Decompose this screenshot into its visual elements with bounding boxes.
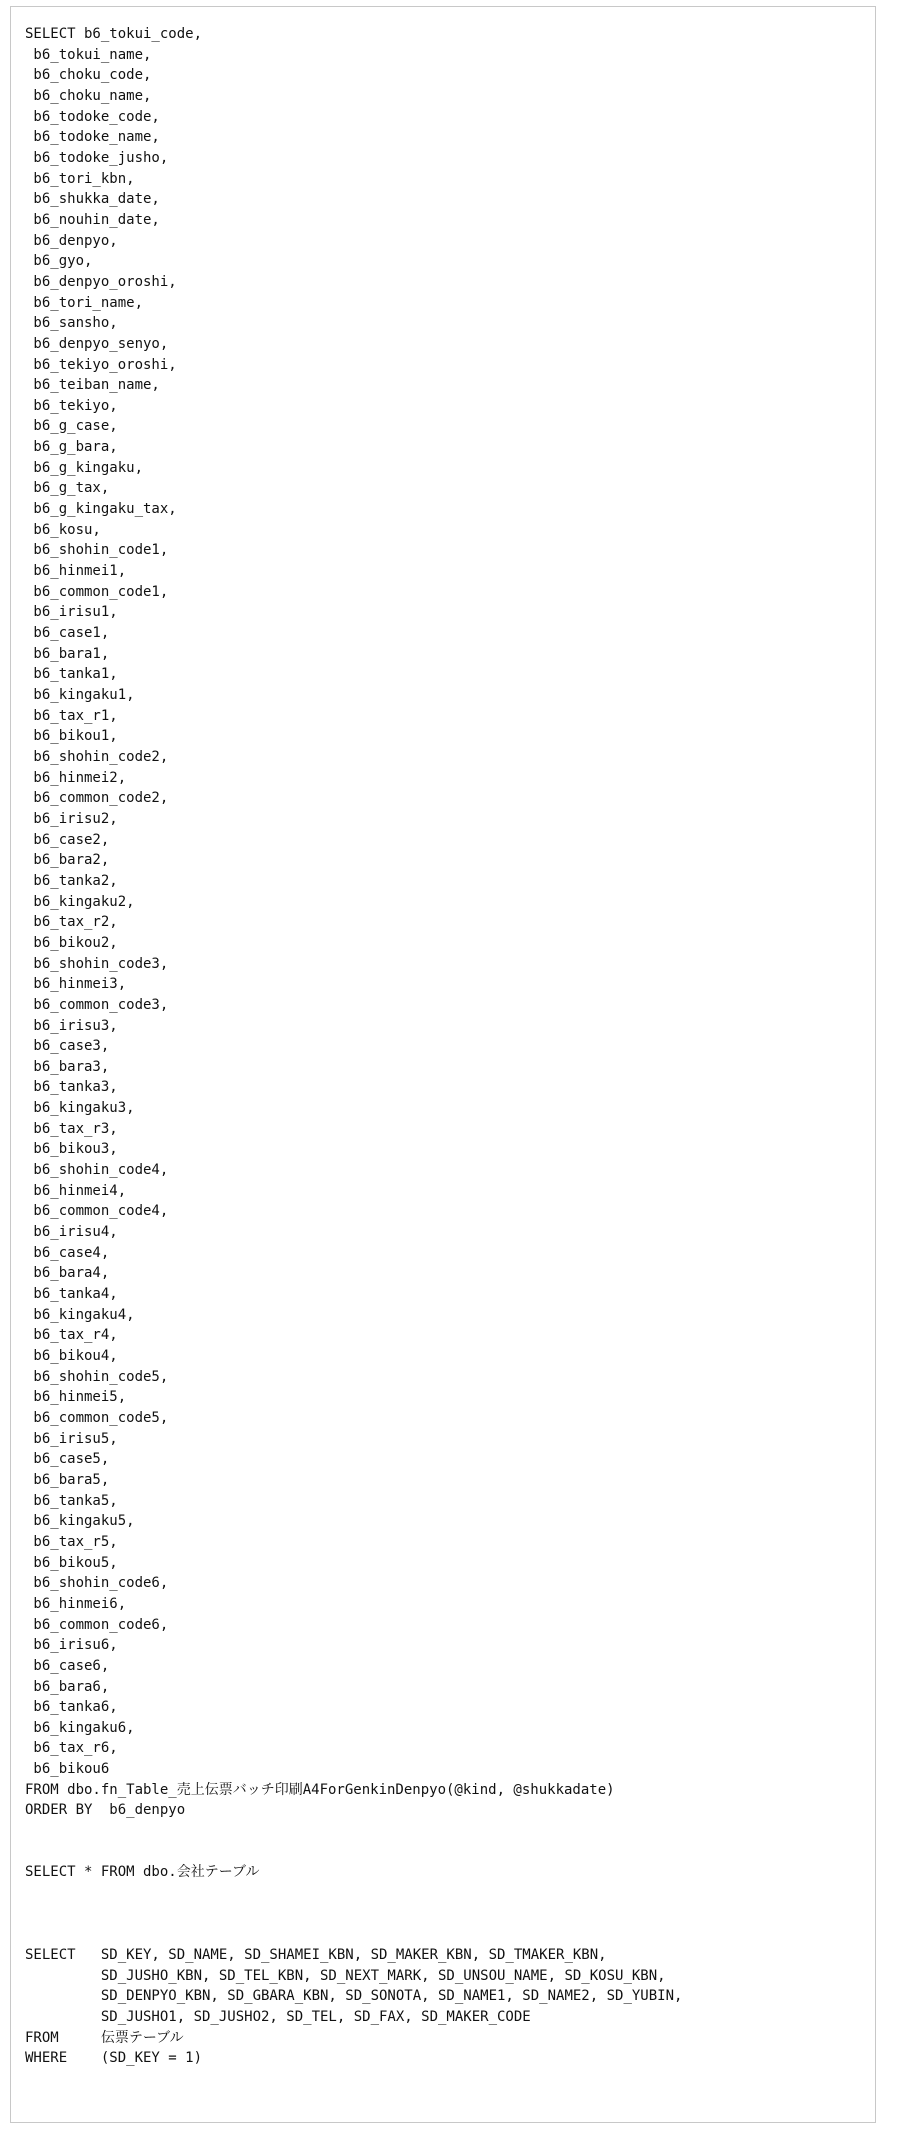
code-line: b6_tax_r4,	[25, 1327, 118, 1344]
code-line: b6_sansho,	[25, 315, 118, 332]
code-line: b6_bara3,	[25, 1058, 110, 1075]
code-line: b6_denpyo_oroshi,	[25, 273, 177, 290]
code-line: b6_choku_code,	[25, 67, 152, 84]
code-line: b6_hinmei2,	[25, 769, 127, 786]
code-line: b6_shohin_code4,	[25, 1162, 169, 1179]
code-line: b6_case4,	[25, 1244, 110, 1261]
code-line: b6_teiban_name,	[25, 377, 160, 394]
code-line: b6_case6,	[25, 1657, 110, 1674]
sql-code-text	[25, 24, 682, 2069]
code-line: b6_hinmei3,	[25, 976, 127, 993]
code-line: b6_hinmei5,	[25, 1389, 127, 1406]
code-line: b6_tax_r5,	[25, 1533, 118, 1550]
code-line: b6_shohin_code5,	[25, 1368, 169, 1385]
code-line: b6_shohin_code6,	[25, 1575, 169, 1592]
code-line: b6_tanka3,	[25, 1079, 118, 1096]
code-line: b6_choku_name,	[25, 87, 152, 104]
code-line: SD_JUSHO1, SD_JUSHO2, SD_TEL, SD_FAX, SD_MAKER_CODE	[25, 2009, 531, 2025]
code-line: SD_DENPYO_KBN, SD_GBARA_KBN, SD_SONOTA, SD_NAME1, SD_NAME2, SD_YUBIN,	[25, 1988, 683, 2005]
code-line: b6_case5,	[25, 1451, 110, 1468]
code-line: b6_tokui_name,	[25, 46, 152, 63]
code-line: b6_irisu6,	[25, 1637, 118, 1654]
code-line: b6_nouhin_date,	[25, 211, 160, 228]
code-line: b6_todoke_jusho,	[25, 149, 169, 166]
code-line: b6_common_code1,	[25, 583, 169, 600]
code-line: b6_tanka6,	[25, 1699, 118, 1716]
code-line: b6_common_code4,	[25, 1203, 169, 1220]
code-line: b6_case3,	[25, 1038, 110, 1055]
code-line: b6_shohin_code2,	[25, 748, 169, 765]
code-line: b6_tekiyo_oroshi,	[25, 356, 177, 373]
code-line: b6_kingaku3,	[25, 1100, 135, 1117]
code-line: b6_g_case,	[25, 418, 118, 435]
code-line: b6_bara1,	[25, 645, 110, 662]
code-line: b6_gyo,	[25, 253, 93, 270]
code-line: b6_g_bara,	[25, 439, 118, 456]
code-line: b6_irisu2,	[25, 810, 118, 827]
code-line: b6_tax_r6,	[25, 1740, 118, 1757]
code-line: b6_irisu5,	[25, 1430, 118, 1447]
code-line: SELECT b6_tokui_code,	[25, 26, 203, 42]
code-line: SD_JUSHO_KBN, SD_TEL_KBN, SD_NEXT_MARK, SD_UNSOU_NAME, SD_KOSU_KBN,	[25, 1967, 666, 1984]
code-line: b6_todoke_name,	[25, 129, 160, 146]
code-line: WHERE (SD_KEY = 1)	[25, 2050, 203, 2067]
code-line: b6_bara2,	[25, 852, 110, 869]
code-line: b6_tanka2,	[25, 872, 118, 889]
code-line: FROM dbo.fn_Table_売上伝票バッチ印刷A4ForGenkinDenpyo(@kind, @shukkadate)	[25, 1781, 615, 1798]
code-line: b6_tax_r2,	[25, 914, 118, 931]
code-line: b6_bikou1,	[25, 728, 118, 745]
code-line: b6_hinmei4,	[25, 1182, 127, 1199]
code-line: b6_irisu4,	[25, 1224, 118, 1241]
code-line: b6_todoke_code,	[25, 108, 160, 125]
code-line: b6_shohin_code1,	[25, 542, 169, 559]
code-line: b6_tekiyo,	[25, 397, 118, 414]
code-line: b6_bikou4,	[25, 1348, 118, 1364]
code-line: b6_bara4,	[25, 1265, 110, 1282]
code-line: SELECT SD_KEY, SD_NAME, SD_SHAMEI_KBN, SD_MAKER_KBN, SD_TMAKER_KBN,	[25, 1947, 607, 1964]
code-line: b6_kingaku5,	[25, 1513, 135, 1530]
code-line: b6_common_code5,	[25, 1409, 169, 1426]
code-line: SELECT * FROM dbo.会社テーブル	[25, 1864, 260, 1881]
code-line: b6_tax_r1,	[25, 707, 118, 724]
code-line: b6_common_code2,	[25, 790, 169, 807]
code-line: b6_tori_kbn,	[25, 170, 135, 187]
code-line: b6_tori_name,	[25, 294, 144, 311]
code-line: b6_g_tax,	[25, 480, 110, 497]
code-line: b6_kingaku1,	[25, 687, 135, 703]
code-line: ORDER BY b6_denpyo	[25, 1802, 186, 1819]
code-line: b6_bikou2,	[25, 934, 118, 951]
code-line: b6_tanka1,	[25, 666, 118, 683]
code-line: b6_case1,	[25, 625, 110, 642]
code-line: b6_tanka4,	[25, 1286, 118, 1303]
code-line: b6_irisu1,	[25, 604, 118, 621]
code-line: b6_bara6,	[25, 1678, 110, 1695]
code-line: b6_common_code6,	[25, 1616, 169, 1633]
code-line: b6_bikou3,	[25, 1141, 118, 1158]
code-line: b6_kosu,	[25, 521, 101, 538]
code-line: b6_tanka5,	[25, 1492, 118, 1509]
code-line: b6_denpyo_senyo,	[25, 335, 169, 352]
code-line: b6_bikou6	[25, 1761, 110, 1778]
code-line: b6_tax_r3,	[25, 1120, 118, 1137]
code-line: b6_irisu3,	[25, 1017, 118, 1034]
code-line: b6_g_kingaku,	[25, 459, 144, 476]
code-block	[10, 6, 876, 2123]
code-line: FROM 伝票テーブル	[25, 2029, 184, 2046]
code-line: b6_g_kingaku_tax,	[25, 501, 177, 518]
code-line: b6_case2,	[25, 831, 110, 848]
code-line: b6_kingaku6,	[25, 1719, 135, 1736]
code-line: b6_shohin_code3,	[25, 955, 169, 972]
code-line: b6_bikou5,	[25, 1554, 118, 1571]
code-line: b6_hinmei1,	[25, 563, 127, 580]
code-line: b6_kingaku2,	[25, 893, 135, 910]
code-line: b6_denpyo,	[25, 232, 118, 249]
code-line: b6_bara5,	[25, 1471, 110, 1488]
code-line: b6_hinmei6,	[25, 1595, 127, 1612]
code-line: b6_kingaku4,	[25, 1306, 135, 1323]
code-line: b6_common_code3,	[25, 996, 169, 1013]
code-line: b6_shukka_date,	[25, 191, 160, 208]
